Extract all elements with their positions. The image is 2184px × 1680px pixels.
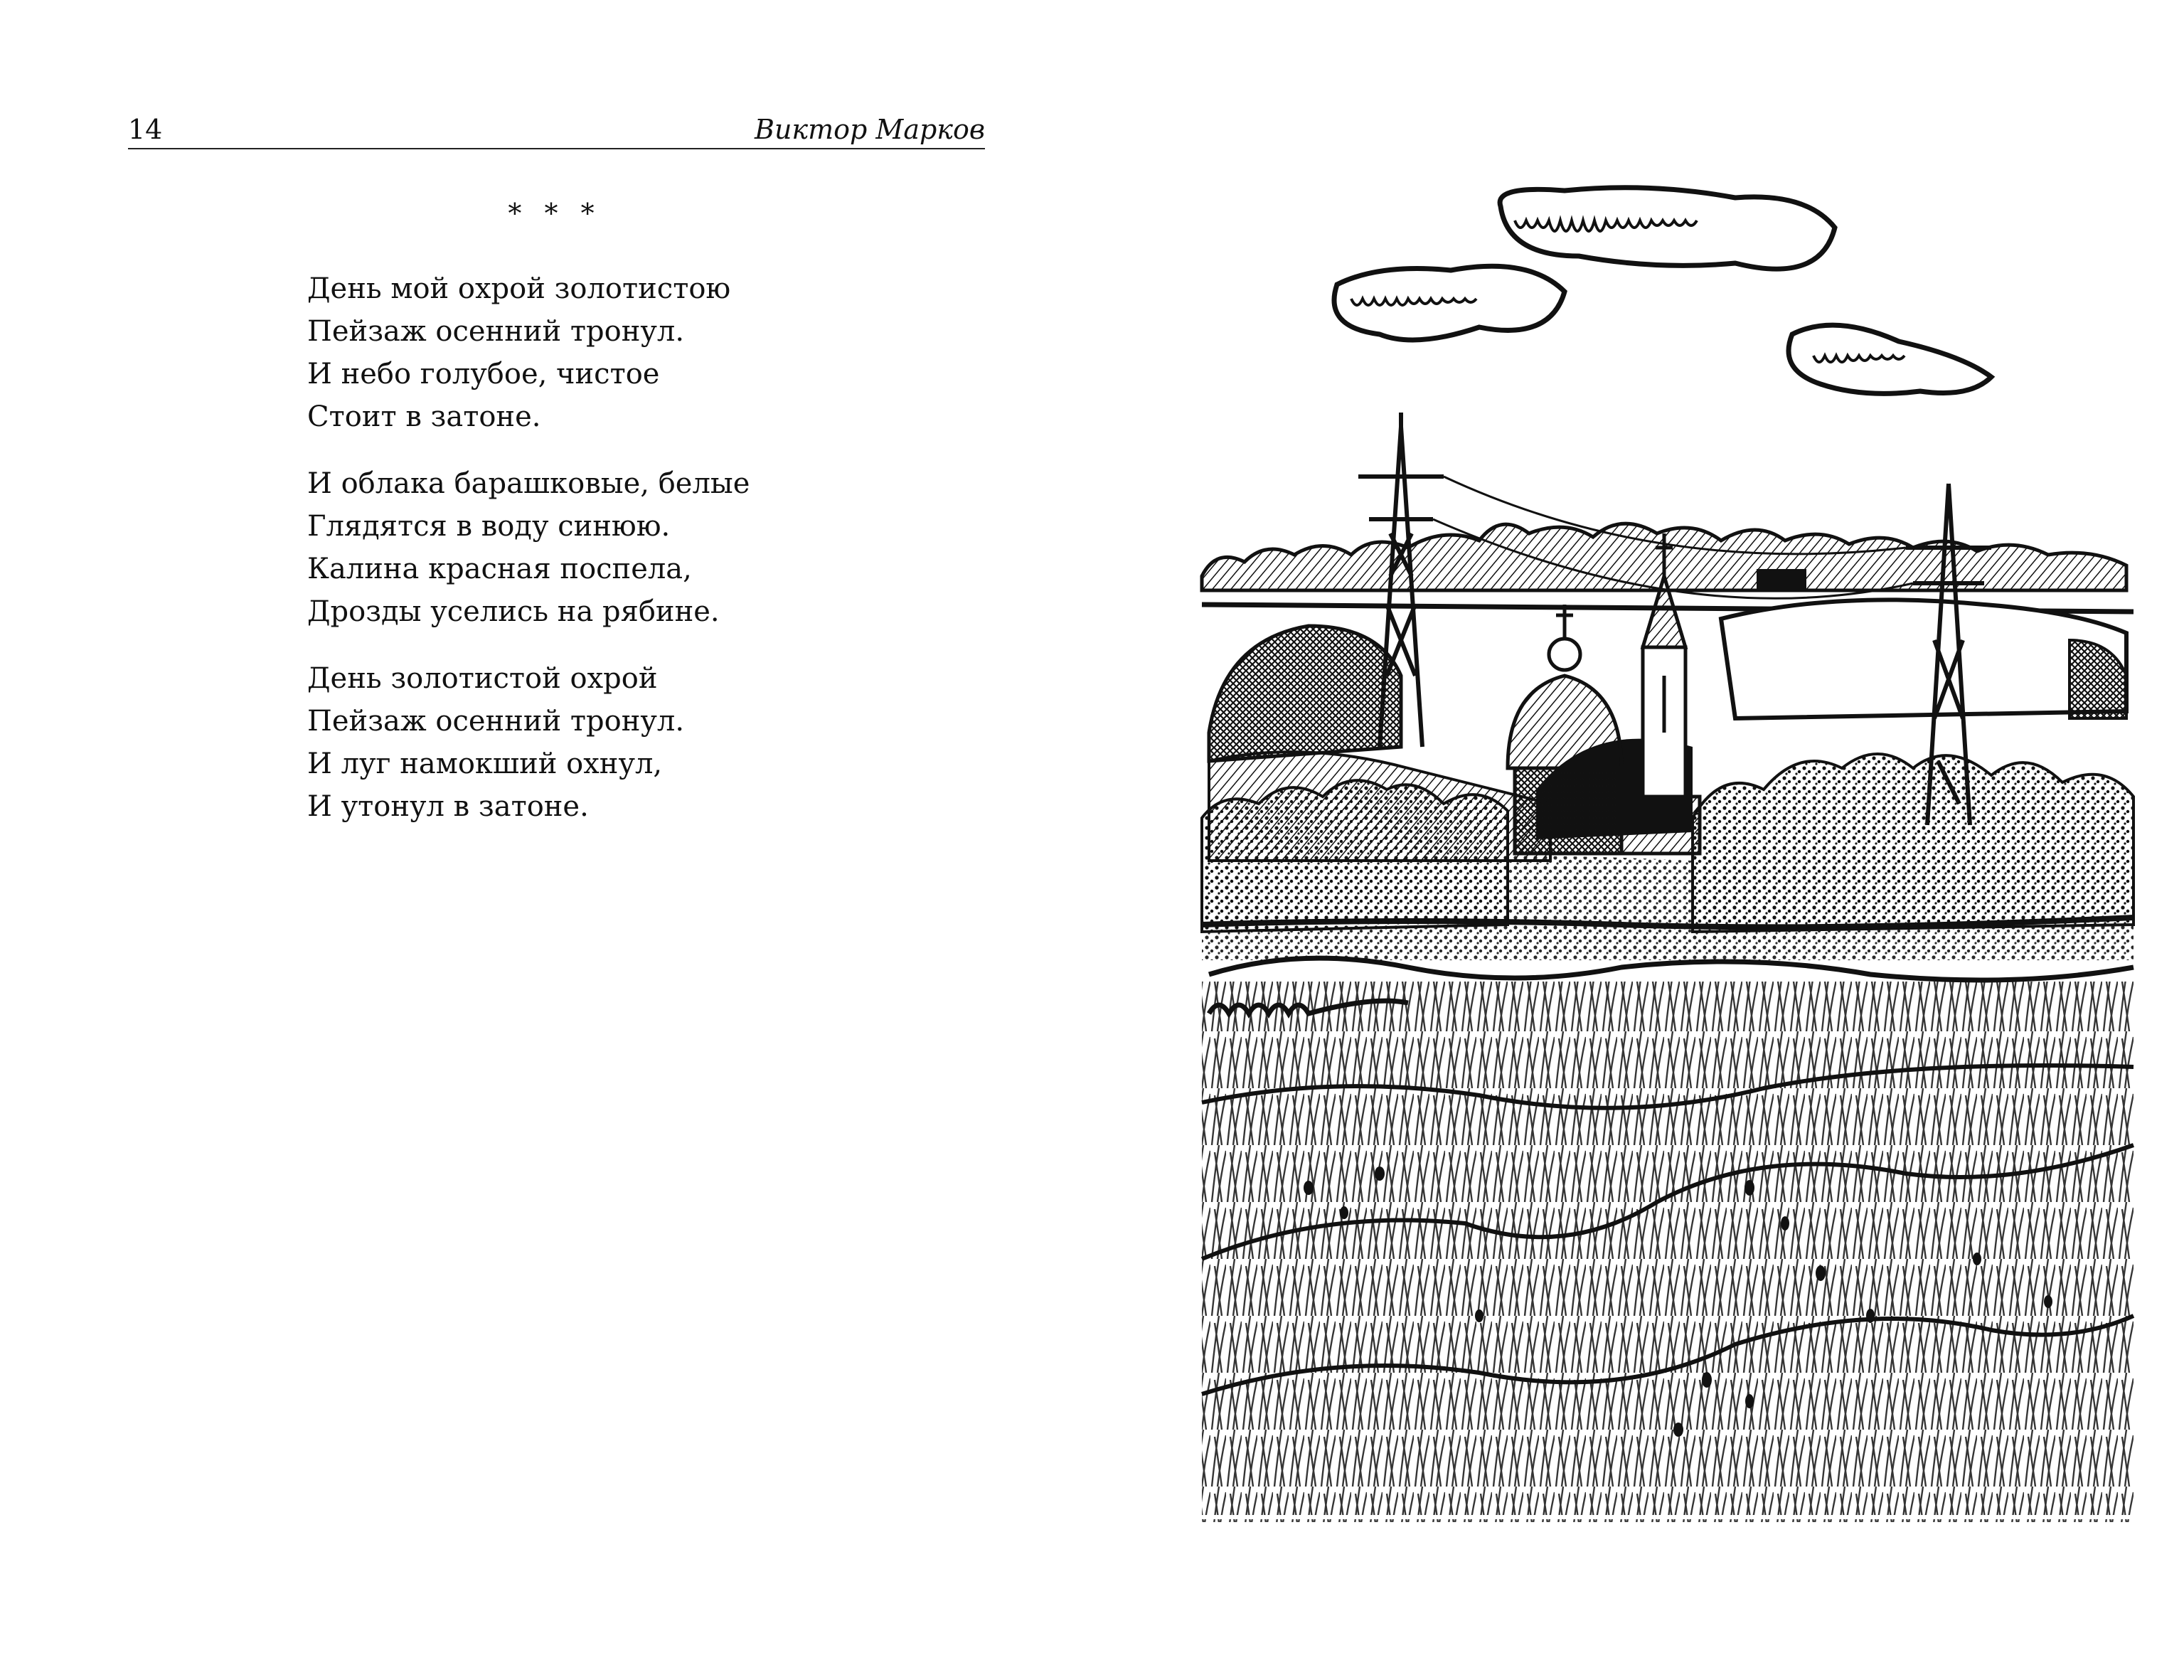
- poem-line: Глядятся в воду синюю.: [307, 510, 671, 543]
- poem-line: День золотистой охрой: [307, 662, 658, 695]
- landscape-illustration: [1195, 178, 2141, 1529]
- cloud-icon: [1789, 325, 1991, 393]
- page-number: 14: [128, 114, 163, 145]
- cloud-icon: [1334, 266, 1565, 340]
- poem-line: Стоит в затоне.: [307, 400, 541, 433]
- stanza-2: [307, 462, 750, 633]
- poem-line: Пейзаж осенний тронул.: [307, 705, 685, 738]
- cloud-icon: [1500, 188, 1835, 269]
- poem-line: Дрозды уселись на рябине.: [307, 595, 720, 628]
- running-header: [128, 114, 985, 149]
- poem-line: Калина красная поспела,: [307, 553, 692, 585]
- author-name: Виктор Марков: [755, 114, 985, 145]
- poem-separator: * * *: [508, 198, 602, 229]
- poem: [307, 267, 750, 852]
- poem-line: И утонул в затоне.: [307, 790, 589, 823]
- stanza-3: [307, 657, 750, 828]
- stanza-1: [307, 267, 750, 438]
- poem-line: И небо голубое, чистое: [307, 358, 660, 390]
- poem-line: Пейзаж осенний тронул.: [307, 315, 685, 348]
- poem-line: День мой охрой золотистою: [307, 272, 731, 305]
- poem-line: И луг намокший охнул,: [307, 748, 663, 780]
- poem-line: И облака барашковые, белые: [307, 467, 750, 500]
